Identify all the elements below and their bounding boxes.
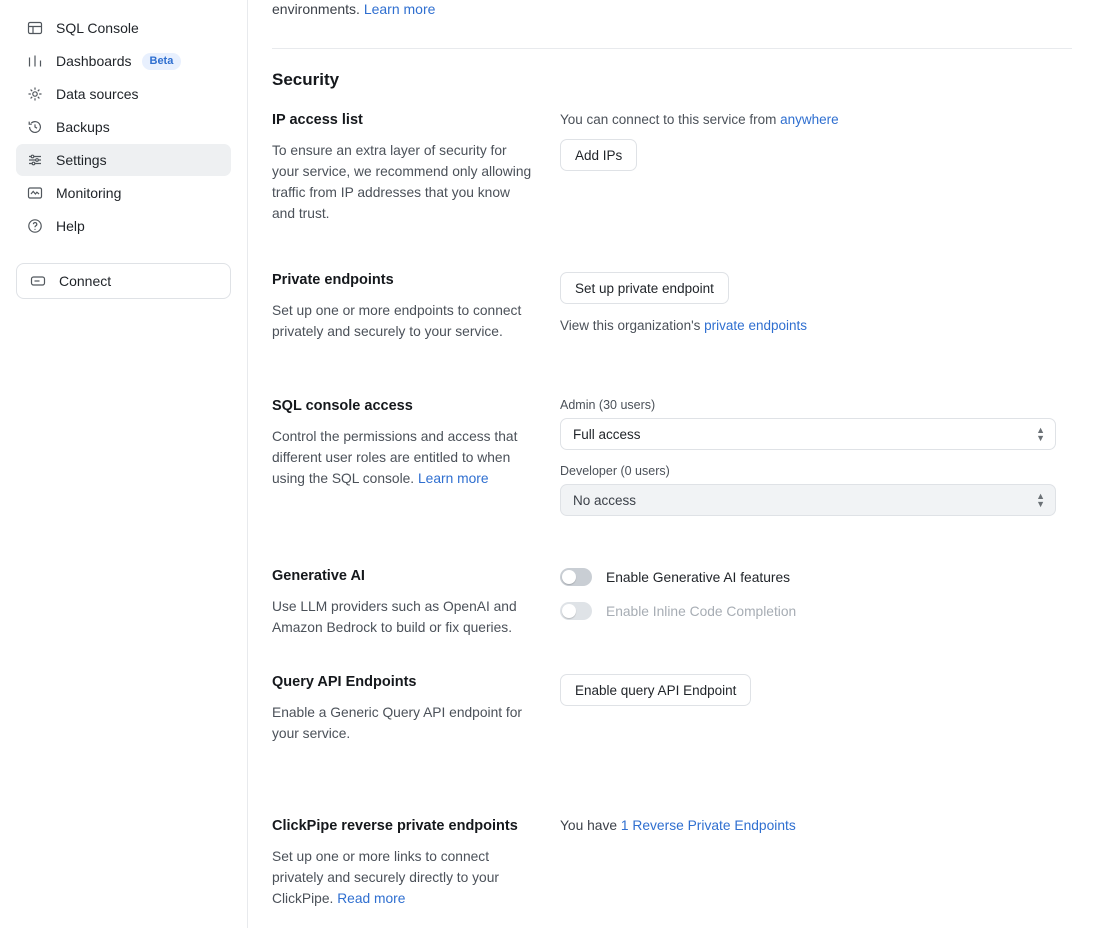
add-ips-button[interactable]: Add IPs	[560, 139, 637, 171]
toggle-knob	[562, 570, 576, 584]
bar-chart-icon	[26, 52, 44, 70]
enable-query-api-endpoint-button[interactable]: Enable query API Endpoint	[560, 674, 751, 706]
sidebar-item-backups[interactable]	[16, 111, 231, 143]
enable-generative-ai-label: Enable Generative AI features	[606, 569, 791, 585]
anywhere-link[interactable]: anywhere	[780, 112, 839, 127]
connect-button-label: Connect	[59, 273, 112, 289]
sql-console-learn-more-link[interactable]: Learn more	[418, 471, 489, 486]
fragment-text: environments.	[272, 1, 360, 17]
section-divider	[272, 48, 1072, 49]
chevron-updown-icon: ▲ ▼	[1036, 491, 1045, 509]
private-endpoints-controls	[560, 272, 1072, 333]
sidebar-item-data-sources[interactable]	[16, 78, 231, 110]
setup-private-endpoint-button[interactable]: Set up private endpoint	[560, 272, 729, 304]
admin-access-select-wrap	[560, 418, 1056, 450]
ip-access-list-row	[272, 112, 1072, 224]
plug-connect-icon	[29, 272, 47, 290]
query-api-endpoints-controls	[560, 674, 1072, 706]
sidebar-item-label: SQL Console	[56, 20, 139, 36]
query-api-endpoints-description: Enable a Generic Query API endpoint for your service.	[272, 705, 523, 741]
sidebar-item-settings[interactable]	[16, 144, 231, 176]
clickpipe-description	[272, 846, 532, 909]
sql-console-access-controls	[560, 398, 1072, 530]
enable-inline-code-completion-label: Enable Inline Code Completion	[606, 603, 797, 619]
spacer	[272, 224, 1072, 250]
sql-console-access-description	[272, 426, 532, 489]
sidebar-item-monitoring[interactable]	[16, 177, 231, 209]
admin-access-select[interactable]: Full access	[560, 418, 1056, 450]
connect-button[interactable]	[16, 263, 231, 299]
query-api-endpoints-row	[272, 674, 1072, 744]
sidebar	[0, 0, 248, 928]
sidebar-item-label: Data sources	[56, 86, 139, 102]
generative-ai-controls	[560, 568, 1072, 636]
sidebar-item-sql-console[interactable]	[16, 12, 231, 44]
spacer	[272, 744, 1072, 796]
clickpipe-reverse-private-endpoints-row	[272, 818, 1072, 909]
clickpipe-title: ClickPipe reverse private endpoints	[272, 818, 518, 834]
private-endpoints-description: Set up one or more endpoints to connect privately and securely to your service.	[272, 303, 522, 339]
generative-ai-info	[272, 568, 560, 638]
clickpipe-status-text: You have	[560, 818, 618, 833]
sidebar-item-label: Help	[56, 218, 85, 234]
sidebar-nav	[0, 12, 247, 242]
clickpipe-read-more-link[interactable]: Read more	[337, 891, 406, 906]
grid-console-icon	[26, 19, 44, 37]
ip-access-status-text: You can connect to this service from	[560, 112, 777, 127]
ip-access-list-info	[272, 112, 560, 224]
monitor-icon	[26, 184, 44, 202]
enable-generative-ai-row	[560, 568, 1072, 586]
question-circle-icon	[26, 217, 44, 235]
sql-console-access-info	[272, 398, 560, 489]
clickpipe-description-text: Set up one or more links to connect privately and securely directly to your ClickPipe.	[272, 849, 499, 906]
private-endpoints-info	[272, 272, 560, 342]
main-content	[248, 0, 1120, 928]
sidebar-item-label: Backups	[56, 119, 110, 135]
sidebar-item-help[interactable]	[16, 210, 231, 242]
learn-more-link[interactable]: Learn more	[363, 1, 436, 17]
ip-access-list-controls	[560, 112, 1072, 171]
enable-generative-ai-toggle[interactable]	[560, 568, 592, 586]
spacer	[272, 530, 1072, 546]
sql-console-access-title: SQL console access	[272, 398, 413, 414]
sidebar-item-label: Dashboards	[56, 53, 132, 69]
ip-access-list-description: To ensure an extra layer of security for your service, we recommend only allowing traffic from IP addresses that you know and trust.	[272, 143, 532, 221]
developer-access-select[interactable]: No access	[560, 484, 1056, 516]
previous-section-fragment	[272, 0, 1072, 18]
private-endpoints-title: Private endpoints	[272, 272, 394, 288]
spacer	[272, 342, 1072, 376]
toggle-knob	[562, 604, 576, 618]
beta-badge: Beta	[142, 53, 182, 70]
query-api-endpoints-title: Query API Endpoints	[272, 674, 417, 690]
enable-inline-code-completion-toggle[interactable]	[560, 602, 592, 620]
enable-inline-code-completion-row	[560, 602, 1072, 620]
ip-access-list-title: IP access list	[272, 112, 363, 128]
ip-access-status	[560, 112, 1072, 127]
private-endpoints-link[interactable]: private endpoints	[704, 318, 807, 333]
chevron-updown-icon: ▲ ▼	[1036, 425, 1045, 443]
view-org-private-endpoints	[560, 318, 1072, 333]
clickpipe-info	[272, 818, 560, 909]
generative-ai-row	[272, 568, 1072, 638]
sidebar-item-label: Settings	[56, 152, 107, 168]
page-title: Security	[272, 70, 340, 89]
sidebar-item-label: Monitoring	[56, 185, 122, 201]
view-prefix-text: View this organization's	[560, 318, 701, 333]
query-api-endpoints-info	[272, 674, 560, 744]
admin-role-label: Admin (30 users)	[560, 398, 656, 412]
generative-ai-title: Generative AI	[272, 568, 365, 584]
connect-section	[0, 243, 247, 299]
reverse-private-endpoints-link[interactable]: 1 Reverse Private Endpoints	[620, 818, 796, 833]
sql-console-access-row	[272, 398, 1072, 530]
spacer	[272, 638, 1072, 652]
history-icon	[26, 118, 44, 136]
developer-access-select-wrap	[560, 484, 1056, 516]
sliders-icon	[26, 151, 44, 169]
data-sources-icon	[26, 85, 44, 103]
sql-console-access-description-text: Control the permissions and access that different user roles are entitled to when using the SQL console.	[272, 429, 518, 486]
generative-ai-description: Use LLM providers such as OpenAI and Amazon Bedrock to build or fix queries.	[272, 599, 517, 635]
private-endpoints-row	[272, 272, 1072, 342]
sidebar-item-dashboards[interactable]	[16, 45, 231, 77]
clickpipe-status	[560, 818, 1072, 833]
clickpipe-controls	[560, 818, 1072, 833]
developer-role-label: Developer (0 users)	[560, 464, 670, 478]
